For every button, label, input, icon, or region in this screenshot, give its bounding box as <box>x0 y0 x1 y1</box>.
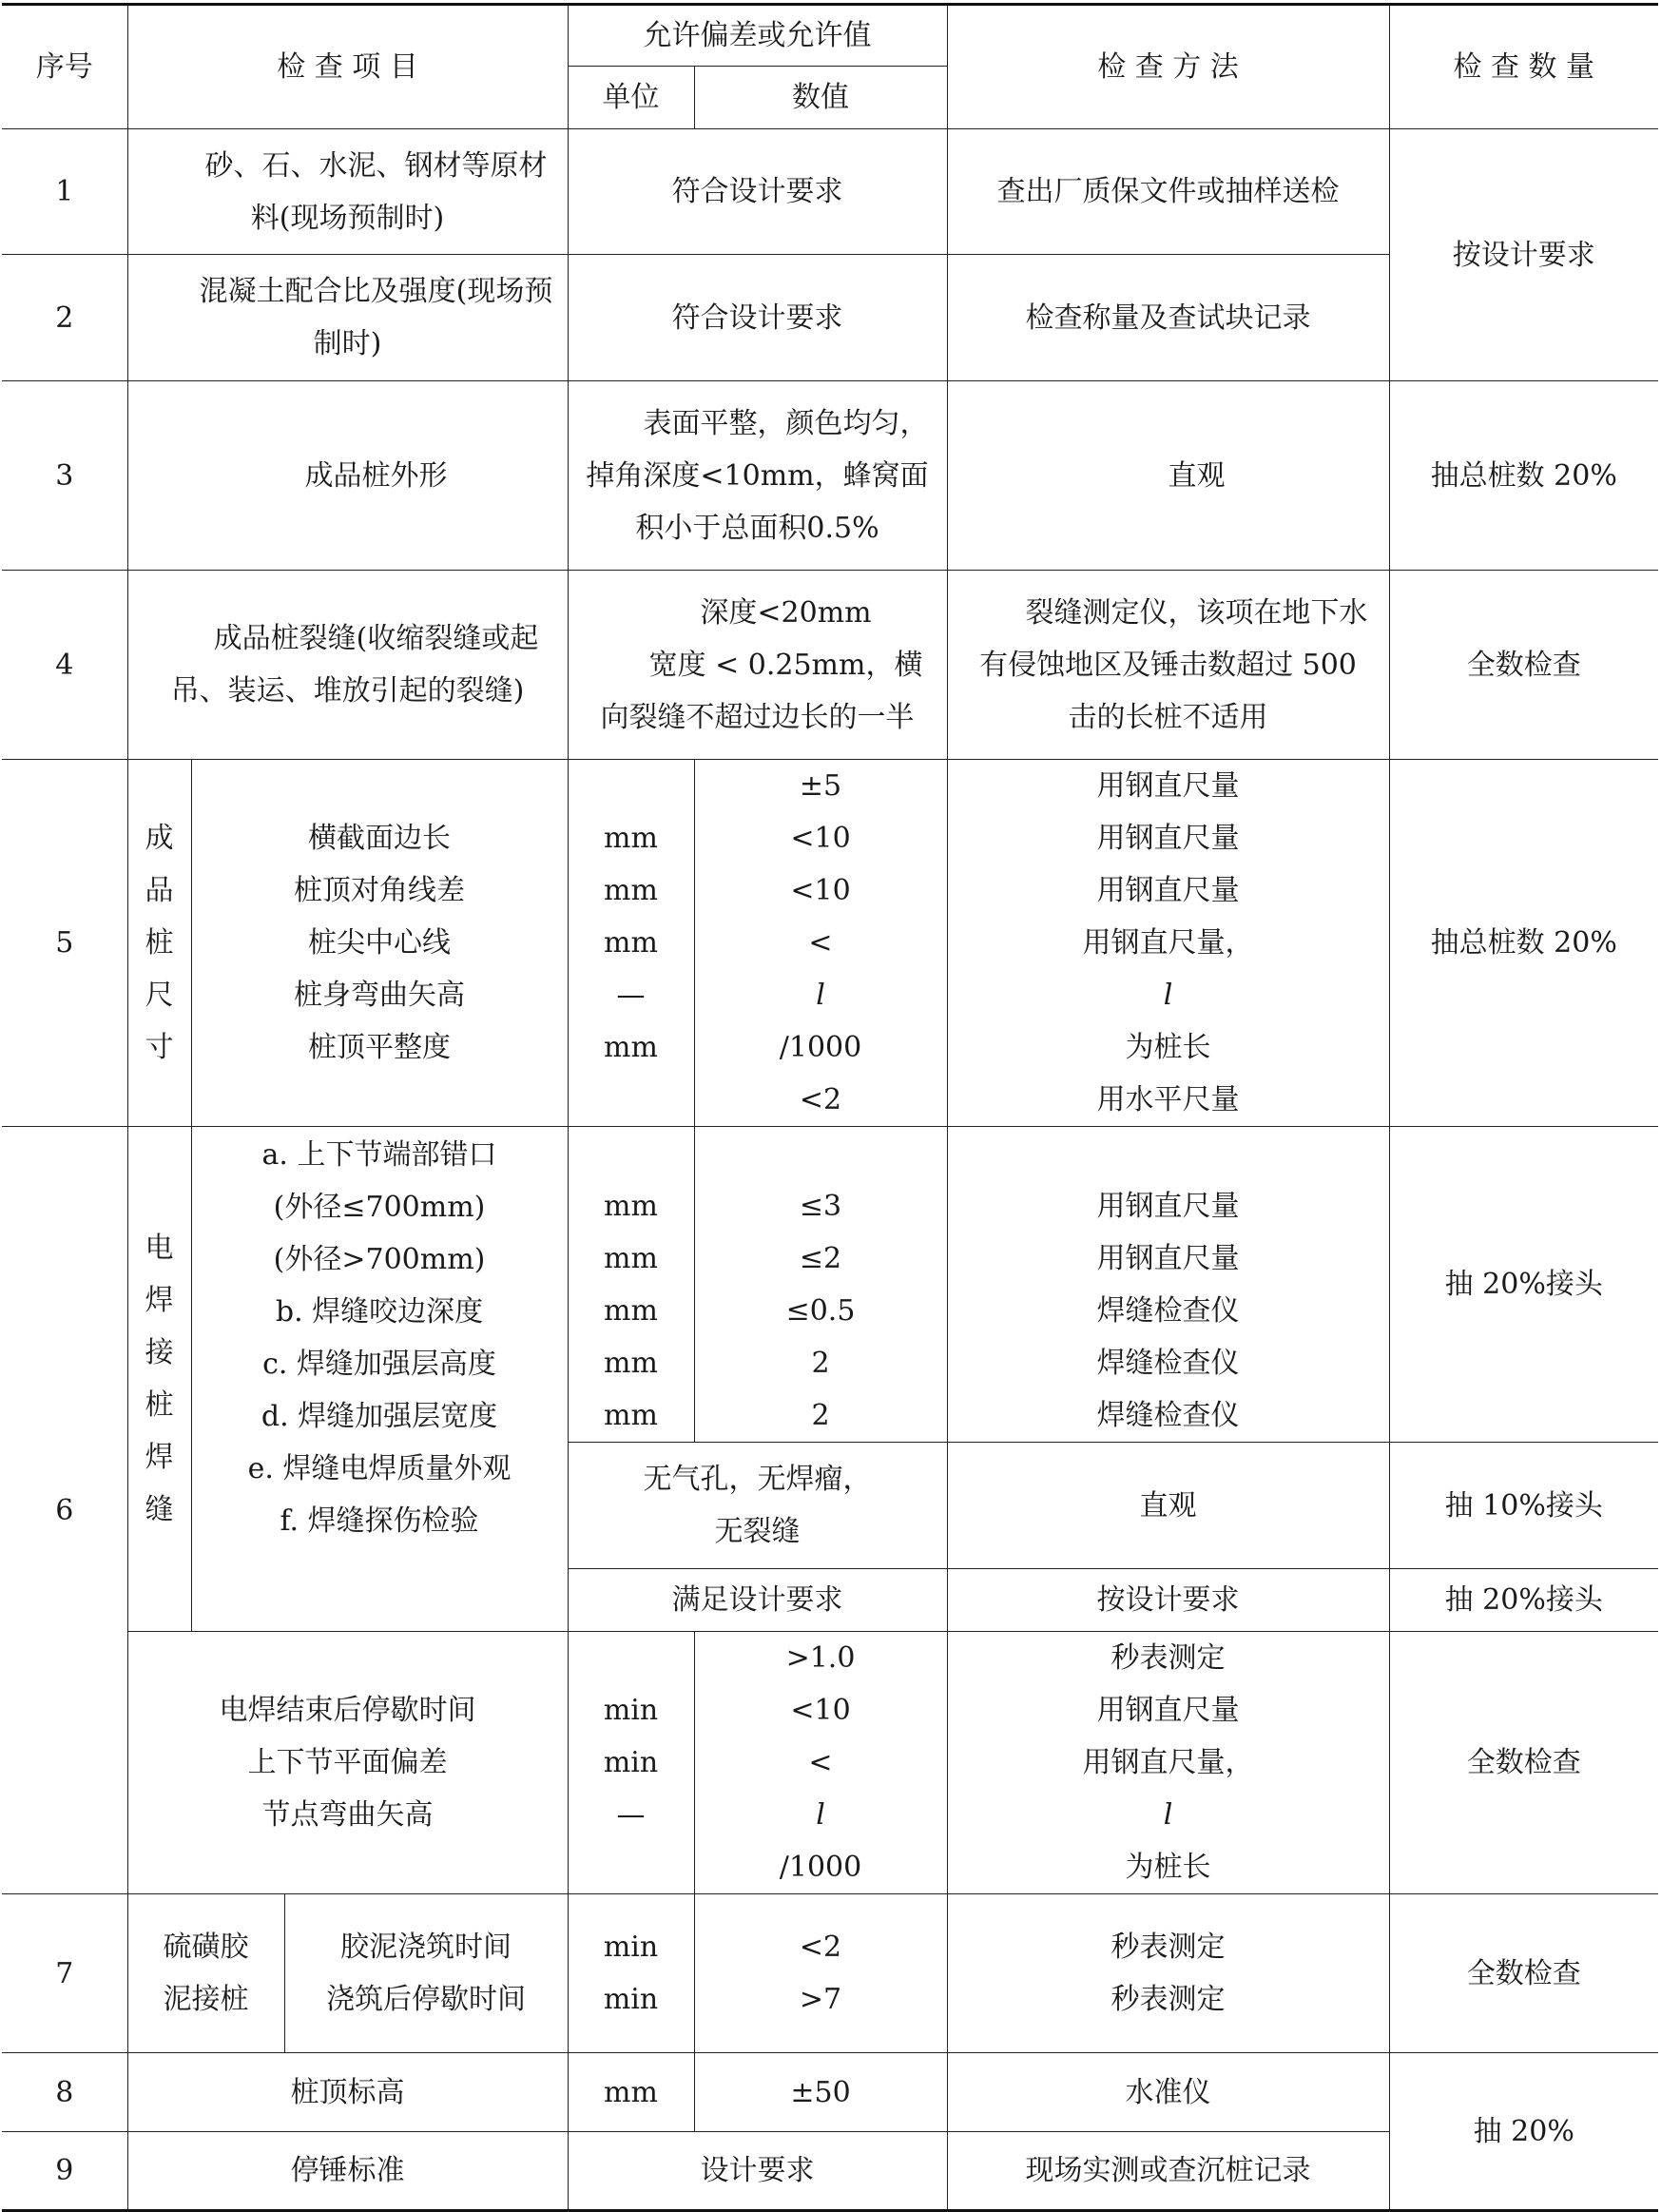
allowance-line: 无裂缝 <box>714 1515 801 1548</box>
group-label-cell <box>127 1894 284 2053</box>
table-row <box>2 1127 1658 1443</box>
item-line: b. 焊缝咬边深度 <box>275 1295 484 1329</box>
unit-line: mm <box>604 1347 658 1380</box>
value-line: ≤0.5 <box>785 1294 856 1328</box>
item-line: 横截面边长 <box>308 822 451 855</box>
value-list-cell <box>694 1632 947 1894</box>
method-line: 焊缝检查仪 <box>1096 1294 1240 1328</box>
quantity-cell: 全数检查 <box>1389 1632 1658 1894</box>
group-label: 电焊接桩焊缝 <box>145 1232 174 1526</box>
value-line: 2 <box>811 1347 830 1380</box>
unit-line: min <box>603 1694 659 1727</box>
quantity-cell: 抽 10%接头 <box>1389 1443 1658 1569</box>
value-line: <2 <box>799 1083 842 1116</box>
unit-line: mm <box>604 822 658 855</box>
method-cell: 现场实测或查沉桩记录 <box>947 2132 1389 2211</box>
group-label-cell <box>127 760 191 1127</box>
quantity-cell: 抽 20%接头 <box>1389 1127 1658 1443</box>
method-cell: 直观 <box>947 1443 1389 1569</box>
quantity-cell: 按设计要求 <box>1389 129 1658 381</box>
table-row <box>2 381 1658 571</box>
header-quantity: 检 查 数 量 <box>1389 5 1658 129</box>
seq-cell: 2 <box>2 255 127 381</box>
item-line: 电焊结束后停歇时间 <box>219 1694 476 1727</box>
item-line: 浇筑后停歇时间 <box>326 1983 526 2016</box>
seq-cell: 9 <box>2 2132 127 2211</box>
value-list-cell <box>694 1127 947 1443</box>
method-list-cell <box>947 760 1389 1127</box>
unit-line: mm <box>604 1399 658 1432</box>
item-cell: 混凝土配合比及强度(现场预制时) <box>127 255 568 381</box>
value-cell: ±50 <box>694 2053 947 2132</box>
method-line: 焊缝检查仪 <box>1096 1399 1240 1432</box>
method-line: 用钢直尺量 <box>1096 822 1240 855</box>
method-cell: 查出厂质保文件或抽样送检 <box>947 129 1389 255</box>
value-line: >7 <box>799 1983 842 2016</box>
method-line: 秒表测定 <box>1111 1641 1226 1675</box>
table-row <box>2 129 1658 255</box>
allowance-cell <box>568 571 947 760</box>
item-line: (外径>700mm) <box>273 1243 486 1276</box>
item-list-cell <box>127 1632 568 1894</box>
seq-cell: 1 <box>2 129 127 255</box>
method-line: 用钢直尺量， l 为桩长 <box>1082 1746 1254 1884</box>
table-row <box>2 1894 1658 2053</box>
unit-line: mm <box>604 1242 658 1275</box>
unit-list-cell <box>568 1894 694 2053</box>
method-cell: 直观 <box>947 381 1389 571</box>
method-line: 用钢直尺量 <box>1096 874 1240 907</box>
allowance-cell <box>568 1443 947 1569</box>
item-list-cell <box>191 760 568 1127</box>
header-allowance: 允许偏差或允许值 <box>568 5 947 67</box>
inspection-table <box>2 3 1658 2212</box>
seq-cell: 8 <box>2 2053 127 2132</box>
quantity-cell: 抽 20%接头 <box>1389 1569 1658 1632</box>
value-list-cell <box>694 760 947 1127</box>
group-label: 成品桩尺寸 <box>145 822 174 1064</box>
item-line: f. 焊缝探伤检验 <box>280 1504 479 1538</box>
item-list-cell <box>191 1127 568 1632</box>
table-row <box>2 571 1658 760</box>
unit-list-cell <box>568 1127 694 1443</box>
seq-cell: 6 <box>2 1127 127 1894</box>
unit-line: — <box>616 979 646 1012</box>
value-line: < l /1000 <box>779 1746 862 1884</box>
item-line: c. 焊缝加强层高度 <box>262 1348 496 1381</box>
item-line: 桩尖中心线 <box>308 926 451 960</box>
value-line: 2 <box>811 1399 830 1432</box>
value-line: ±5 <box>799 769 842 803</box>
method-list-cell <box>947 1127 1389 1443</box>
method-line: 用钢直尺量 <box>1096 1242 1240 1275</box>
item-cell: 桩顶标高 <box>127 2053 568 2132</box>
method-cell: 检查称量及查试块记录 <box>947 255 1389 381</box>
unit-line: min <box>603 1746 659 1779</box>
allowance-cell: 表面平整，颜色均匀，掉角深度<10mm，蜂窝面积小于总面积0.5% <box>568 381 947 571</box>
allowance-line: 宽度 < 0.25mm，横向裂缝不超过边长的一半 <box>600 648 923 734</box>
unit-line: min <box>603 1931 659 1964</box>
group-label-cell <box>127 1127 191 1632</box>
unit-line: mm <box>604 1031 658 1064</box>
item-line: d. 焊缝加强层宽度 <box>261 1400 498 1433</box>
unit-line: mm <box>604 1294 658 1328</box>
allowance-cell: 满足设计要求 <box>568 1569 947 1632</box>
unit-list-cell <box>568 760 694 1127</box>
item-line: 上下节平面偏差 <box>247 1746 448 1779</box>
method-line: 用钢直尺量 <box>1096 1190 1240 1223</box>
value-line: <10 <box>790 1694 851 1727</box>
header-row-1 <box>2 5 1658 67</box>
unit-line: mm <box>604 926 658 960</box>
quantity-cell: 全数检查 <box>1389 1894 1658 2053</box>
seq-cell: 7 <box>2 1894 127 2053</box>
allowance-cell: 符合设计要求 <box>568 129 947 255</box>
quantity-cell: 抽总桩数 20% <box>1389 381 1658 571</box>
item-cell: 成品桩裂缝(收缩裂缝或起吊、装运、堆放引起的裂缝) <box>127 571 568 760</box>
item-line: 桩顶对角线差 <box>294 874 465 907</box>
item-line: 桩身弯曲矢高 <box>294 979 465 1012</box>
header-item: 检 查 项 目 <box>127 5 568 129</box>
value-line: <10 <box>790 822 851 855</box>
table-row <box>2 1632 1658 1894</box>
method-line: 秒表测定 <box>1111 1931 1226 1964</box>
item-line: 桩顶平整度 <box>308 1031 451 1064</box>
quantity-cell: 全数检查 <box>1389 571 1658 760</box>
group-label-line: 泥接桩 <box>163 1983 249 2016</box>
quantity-cell: 抽 20% <box>1389 2053 1658 2211</box>
unit-list-cell <box>568 1632 694 1894</box>
header-value: 数值 <box>694 67 947 129</box>
item-cell: 砂、石、水泥、钢材等原材料(现场预制时) <box>127 129 568 255</box>
table-row <box>2 2053 1658 2132</box>
item-cell: 停锤标准 <box>127 2132 568 2211</box>
unit-line: mm <box>604 1190 658 1223</box>
item-line: a. 上下节端部错口 <box>261 1138 497 1172</box>
group-label-line: 硫磺胶 <box>163 1931 249 1964</box>
table-row <box>2 760 1658 1127</box>
method-line: 焊缝检查仪 <box>1096 1347 1240 1380</box>
unit-cell: mm <box>568 2053 694 2132</box>
value-list-cell <box>694 1894 947 2053</box>
item-line: 节点弯曲矢高 <box>261 1798 434 1832</box>
value-line: ≤2 <box>799 1242 842 1275</box>
method-list-cell <box>947 1632 1389 1894</box>
method-cell: 水准仪 <box>947 2053 1389 2132</box>
unit-line: — <box>616 1798 646 1832</box>
allowance-cell: 设计要求 <box>568 2132 947 2211</box>
method-line: 秒表测定 <box>1111 1983 1226 2016</box>
item-list-cell <box>284 1894 568 2053</box>
method-line: 用钢直尺量 <box>1096 769 1240 803</box>
method-cell: 按设计要求 <box>947 1569 1389 1632</box>
method-line: 用钢直尺量 <box>1096 1694 1240 1727</box>
allowance-line: 深度<20mm <box>700 595 872 630</box>
quantity-cell: 抽总桩数 20% <box>1389 760 1658 1127</box>
method-list-cell <box>947 1894 1389 2053</box>
allowance-line: 无气孔，无焊瘤， <box>643 1463 872 1496</box>
value-line: <2 <box>799 1931 842 1964</box>
seq-cell: 5 <box>2 760 127 1127</box>
method-line: 用钢直尺量， l 为桩长 <box>1082 926 1254 1064</box>
unit-line: min <box>603 1983 659 2016</box>
item-line: (外径≤700mm) <box>273 1191 486 1224</box>
value-line: >1.0 <box>785 1641 856 1675</box>
item-line: e. 焊缝电焊质量外观 <box>247 1452 512 1485</box>
header-method: 检 查 方 法 <box>947 5 1389 129</box>
seq-cell: 4 <box>2 571 127 760</box>
value-line: <10 <box>790 874 851 907</box>
item-line: 胶泥浇筑时间 <box>340 1931 512 1964</box>
value-line: ≤3 <box>799 1190 842 1223</box>
value-line: < l /1000 <box>779 926 862 1064</box>
method-cell: 裂缝测定仪，该项在地下水有侵蚀地区及锤击数超过 500 击的长桩不适用 <box>947 571 1389 760</box>
allowance-cell: 符合设计要求 <box>568 255 947 381</box>
method-line: 用水平尺量 <box>1096 1083 1240 1116</box>
unit-line: mm <box>604 874 658 907</box>
header-unit: 单位 <box>568 67 694 129</box>
item-cell: 成品桩外形 <box>127 381 568 571</box>
header-seq: 序号 <box>2 5 127 129</box>
seq-cell: 3 <box>2 381 127 571</box>
